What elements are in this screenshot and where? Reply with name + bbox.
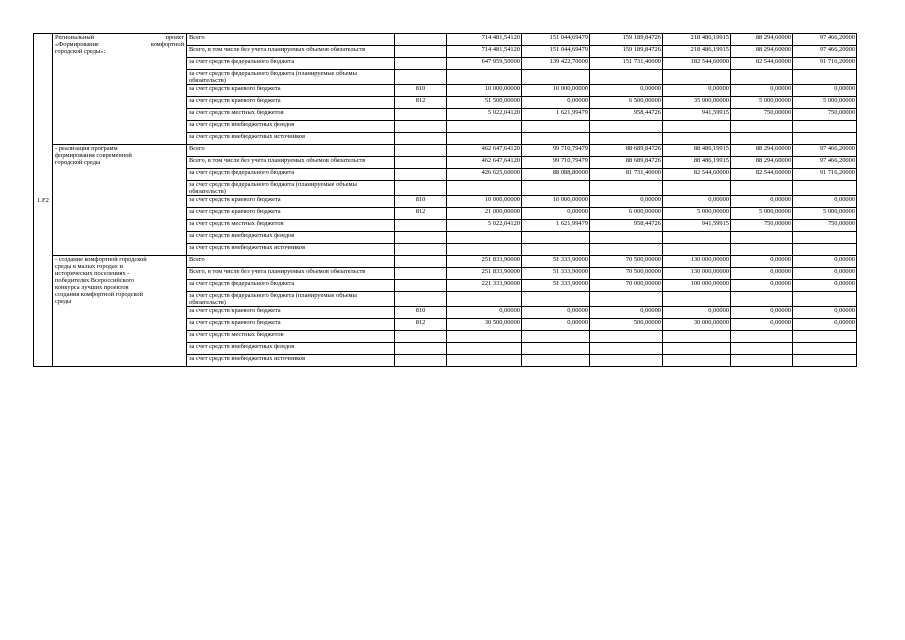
budget-table-body	[34, 34, 857, 367]
amount-cell: 6 000,00000	[590, 208, 663, 220]
amount-cell	[590, 133, 663, 145]
amount-cell	[447, 244, 522, 256]
amount-cell	[447, 343, 522, 355]
amount-cell	[522, 292, 590, 307]
amount-cell: 97 466,20000	[793, 145, 857, 157]
funding-source-cell: Всего, в том числе без учета планируемых объемов обязательств	[187, 268, 395, 280]
amount-cell: 218 486,19915	[663, 34, 731, 46]
amount-cell: 0,00000	[522, 307, 590, 319]
table-row	[34, 145, 857, 157]
funding-source-cell: за счет средств краевого бюджета	[187, 85, 395, 97]
amount-cell	[447, 355, 522, 367]
amount-cell: 30 500,00000	[447, 319, 522, 331]
amount-cell: 5 022,04120	[447, 220, 522, 232]
funding-source-cell: Всего	[187, 34, 395, 46]
amount-cell: 462 647,64120	[447, 157, 522, 169]
amount-cell	[793, 70, 857, 85]
amount-cell: 0,00000	[522, 208, 590, 220]
amount-cell: 0,00000	[731, 268, 793, 280]
project-name-line: городской среды	[55, 159, 101, 166]
amount-cell	[793, 331, 857, 343]
amount-cell: 182 544,60000	[663, 58, 731, 70]
amount-cell: 500,00000	[590, 319, 663, 331]
amount-cell: 0,00000	[731, 319, 793, 331]
amount-cell: 10 000,00000	[447, 85, 522, 97]
amount-cell: 51 500,00000	[447, 97, 522, 109]
amount-cell: 51 333,90000	[522, 256, 590, 268]
amount-cell	[731, 292, 793, 307]
amount-cell	[793, 343, 857, 355]
amount-cell	[663, 292, 731, 307]
budget-code-cell: 810	[395, 85, 447, 97]
amount-cell: 82 544,60000	[663, 169, 731, 181]
amount-cell: 941,59915	[663, 220, 731, 232]
project-name-line: - реализация программ	[55, 145, 118, 152]
amount-cell: 100 000,00000	[663, 280, 731, 292]
budget-code-cell	[395, 34, 447, 46]
funding-source-cell: за счет средств краевого бюджета	[187, 196, 395, 208]
amount-cell: 88 294,60000	[731, 157, 793, 169]
funding-source-cell: Всего, в том числе без учета планируемых объемов обязательств	[187, 46, 395, 58]
amount-cell	[663, 121, 731, 133]
budget-code-cell	[395, 181, 447, 196]
amount-cell	[590, 121, 663, 133]
budget-code-cell: 812	[395, 97, 447, 109]
amount-cell	[663, 181, 731, 196]
amount-cell: 10 000,00000	[522, 196, 590, 208]
project-name-cell	[53, 145, 187, 256]
project-name-line: Региональный проект	[55, 34, 184, 41]
amount-cell: 0,00000	[663, 196, 731, 208]
project-name-line: создания комфортной городской	[55, 291, 144, 298]
amount-cell: 0,00000	[793, 85, 857, 97]
project-name-line: среды	[55, 298, 72, 305]
amount-cell	[793, 244, 857, 256]
amount-cell	[793, 121, 857, 133]
amount-cell: 750,00000	[731, 220, 793, 232]
funding-source-cell: за счет средств краевого бюджета	[187, 208, 395, 220]
amount-cell: 5 022,04120	[447, 109, 522, 121]
project-name-line: городской среды»:	[55, 48, 106, 55]
amount-cell: 82 544,60000	[731, 58, 793, 70]
amount-cell	[447, 70, 522, 85]
amount-cell	[731, 244, 793, 256]
amount-cell: 88 294,60000	[731, 145, 793, 157]
budget-code-cell	[395, 268, 447, 280]
funding-source-cell: за счет средств федерального бюджета (планируемые объемы обязательств)	[187, 181, 395, 196]
amount-cell: 88 294,60000	[731, 46, 793, 58]
funding-source-cell: за счет средств внебюджетных источников	[187, 355, 395, 367]
amount-cell: 1 621,99479	[522, 220, 590, 232]
table-row	[34, 256, 857, 268]
amount-cell: 88 088,80000	[522, 169, 590, 181]
amount-cell	[447, 331, 522, 343]
amount-cell: 151 044,69479	[522, 46, 590, 58]
budget-code-cell: 810	[395, 307, 447, 319]
amount-cell	[447, 181, 522, 196]
amount-cell: 88 689,84726	[590, 145, 663, 157]
funding-source-cell: за счет средств краевого бюджета	[187, 319, 395, 331]
amount-cell: 0,00000	[731, 307, 793, 319]
amount-cell	[522, 133, 590, 145]
project-name-cell	[53, 256, 187, 367]
project-name-line: «Формирование комфортной	[55, 41, 184, 48]
amount-cell	[522, 232, 590, 244]
amount-cell	[731, 70, 793, 85]
funding-source-cell: за счет средств федерального бюджета	[187, 169, 395, 181]
budget-code-cell	[395, 157, 447, 169]
amount-cell	[793, 232, 857, 244]
amount-cell: 97 466,20000	[793, 157, 857, 169]
amount-cell: 218 486,19915	[663, 46, 731, 58]
amount-cell: 0,00000	[663, 307, 731, 319]
amount-cell: 0,00000	[793, 280, 857, 292]
amount-cell	[522, 343, 590, 355]
amount-cell: 0,00000	[793, 307, 857, 319]
amount-cell	[793, 355, 857, 367]
amount-cell: 82 544,60000	[731, 169, 793, 181]
amount-cell	[663, 331, 731, 343]
amount-cell	[590, 181, 663, 196]
amount-cell: 130 000,00000	[663, 268, 731, 280]
amount-cell: 958,44726	[590, 220, 663, 232]
amount-cell: 88 689,84726	[590, 157, 663, 169]
funding-source-cell: за счет средств внебюджетных фондов	[187, 343, 395, 355]
funding-source-cell: за счет средств федерального бюджета	[187, 58, 395, 70]
budget-code-cell	[395, 232, 447, 244]
amount-cell: 88 486,19915	[663, 157, 731, 169]
amount-cell	[590, 331, 663, 343]
amount-cell: 91 716,20000	[793, 58, 857, 70]
amount-cell: 139 422,70000	[522, 58, 590, 70]
funding-source-cell: за счет средств федерального бюджета	[187, 280, 395, 292]
amount-cell: 0,00000	[793, 196, 857, 208]
budget-code-cell	[395, 133, 447, 145]
funding-source-cell: за счет средств краевого бюджета	[187, 307, 395, 319]
amount-cell	[793, 133, 857, 145]
amount-cell: 426 625,60000	[447, 169, 522, 181]
funding-source-cell: за счет средств местных бюджетов	[187, 331, 395, 343]
amount-cell	[731, 121, 793, 133]
budget-code-cell	[395, 169, 447, 181]
amount-cell	[522, 121, 590, 133]
amount-cell	[663, 244, 731, 256]
amount-cell: 35 000,00000	[663, 97, 731, 109]
amount-cell: 1 621,99479	[522, 109, 590, 121]
funding-source-cell: за счет средств местных бюджетов	[187, 109, 395, 121]
amount-cell	[447, 292, 522, 307]
amount-cell: 0,00000	[793, 319, 857, 331]
budget-code-cell	[395, 244, 447, 256]
funding-source-cell: за счет средств внебюджетных фондов	[187, 121, 395, 133]
amount-cell: 714 481,54120	[447, 34, 522, 46]
amount-cell: 91 716,20000	[793, 169, 857, 181]
amount-cell: 750,00000	[731, 109, 793, 121]
amount-cell	[731, 331, 793, 343]
funding-source-cell: за счет средств федерального бюджета (планируемые объемы обязательств)	[187, 70, 395, 85]
budget-code-cell	[395, 355, 447, 367]
amount-cell	[731, 232, 793, 244]
budget-code-cell	[395, 256, 447, 268]
amount-cell: 51 333,90000	[522, 268, 590, 280]
amount-cell	[731, 355, 793, 367]
amount-cell: 51 333,90000	[522, 280, 590, 292]
amount-cell	[447, 121, 522, 133]
budget-code-cell	[395, 109, 447, 121]
budget-code-cell: 812	[395, 319, 447, 331]
budget-code-cell	[395, 58, 447, 70]
amount-cell: 70 500,00000	[590, 256, 663, 268]
amount-cell: 0,00000	[731, 256, 793, 268]
table-row	[34, 34, 857, 46]
amount-cell: 0,00000	[522, 97, 590, 109]
budget-code-cell: 812	[395, 208, 447, 220]
amount-cell	[590, 232, 663, 244]
budget-code-cell	[395, 70, 447, 85]
amount-cell: 251 833,90000	[447, 268, 522, 280]
amount-cell: 97 466,20000	[793, 34, 857, 46]
amount-cell: 251 833,90000	[447, 256, 522, 268]
project-name-line: среды в малых городах и	[55, 263, 123, 270]
funding-source-cell: за счет средств внебюджетных источников	[187, 244, 395, 256]
row-index-cell: 1.F2	[34, 34, 53, 367]
amount-cell: 5 000,00000	[731, 97, 793, 109]
amount-cell	[590, 244, 663, 256]
amount-cell: 0,00000	[793, 268, 857, 280]
amount-cell: 159 189,84726	[590, 34, 663, 46]
funding-source-cell: за счет средств федерального бюджета (планируемые объемы обязательств)	[187, 292, 395, 307]
amount-cell: 0,00000	[590, 307, 663, 319]
amount-cell: 130 000,00000	[663, 256, 731, 268]
amount-cell: 6 500,00000	[590, 97, 663, 109]
funding-source-cell: за счет средств внебюджетных источников	[187, 133, 395, 145]
project-name-cell	[53, 34, 187, 145]
budget-table	[33, 33, 857, 367]
funding-source-cell: за счет средств внебюджетных фондов	[187, 232, 395, 244]
funding-source-cell: за счет средств местных бюджетов	[187, 220, 395, 232]
amount-cell	[590, 292, 663, 307]
amount-cell: 0,00000	[522, 319, 590, 331]
amount-cell: 0,00000	[447, 307, 522, 319]
amount-cell: 221 333,90000	[447, 280, 522, 292]
amount-cell: 30 000,00000	[663, 319, 731, 331]
amount-cell	[663, 232, 731, 244]
budget-code-cell	[395, 331, 447, 343]
funding-source-cell: Всего, в том числе без учета планируемых объемов обязательств	[187, 157, 395, 169]
amount-cell: 0,00000	[731, 196, 793, 208]
amount-cell: 750,00000	[793, 220, 857, 232]
amount-cell: 5 000,00000	[663, 208, 731, 220]
budget-code-cell: 810	[395, 196, 447, 208]
amount-cell: 5 000,00000	[731, 208, 793, 220]
amount-cell	[522, 70, 590, 85]
amount-cell	[522, 355, 590, 367]
budget-code-cell	[395, 343, 447, 355]
budget-code-cell	[395, 145, 447, 157]
funding-source-cell: за счет средств краевого бюджета	[187, 97, 395, 109]
amount-cell	[663, 343, 731, 355]
amount-cell: 0,00000	[590, 85, 663, 97]
amount-cell: 0,00000	[590, 196, 663, 208]
amount-cell: 70 000,00000	[590, 280, 663, 292]
amount-cell	[522, 244, 590, 256]
amount-cell: 941,59915	[663, 109, 731, 121]
budget-code-cell	[395, 280, 447, 292]
amount-cell	[590, 343, 663, 355]
amount-cell: 159 189,84726	[590, 46, 663, 58]
amount-cell: 958,44726	[590, 109, 663, 121]
amount-cell: 88 486,19915	[663, 145, 731, 157]
amount-cell: 0,00000	[731, 280, 793, 292]
amount-cell: 714 481,54120	[447, 46, 522, 58]
amount-cell: 0,00000	[663, 85, 731, 97]
amount-cell: 81 731,40000	[590, 169, 663, 181]
amount-cell	[590, 355, 663, 367]
amount-cell	[793, 292, 857, 307]
project-name-line: победителях Всероссийского	[55, 277, 135, 284]
amount-cell: 151 044,69479	[522, 34, 590, 46]
amount-cell: 750,00000	[793, 109, 857, 121]
amount-cell: 10 000,00000	[522, 85, 590, 97]
project-name-line: - создание комфортной городской	[55, 256, 147, 263]
amount-cell	[447, 133, 522, 145]
amount-cell	[522, 331, 590, 343]
amount-cell: 88 294,60000	[731, 34, 793, 46]
amount-cell	[663, 355, 731, 367]
budget-code-cell	[395, 292, 447, 307]
amount-cell	[663, 133, 731, 145]
amount-cell	[731, 133, 793, 145]
budget-code-cell	[395, 121, 447, 133]
amount-cell: 0,00000	[731, 85, 793, 97]
amount-cell: 97 466,20000	[793, 46, 857, 58]
amount-cell: 10 000,00000	[447, 196, 522, 208]
amount-cell: 462 647,64120	[447, 145, 522, 157]
amount-cell	[447, 232, 522, 244]
amount-cell	[731, 343, 793, 355]
funding-source-cell: Всего	[187, 145, 395, 157]
amount-cell: 647 959,50000	[447, 58, 522, 70]
amount-cell: 99 710,79479	[522, 145, 590, 157]
amount-cell	[590, 70, 663, 85]
project-name-line: конкурса лучших проектов	[55, 284, 129, 291]
amount-cell	[663, 70, 731, 85]
amount-cell: 5 000,00000	[793, 97, 857, 109]
amount-cell: 21 000,00000	[447, 208, 522, 220]
amount-cell	[731, 181, 793, 196]
amount-cell	[522, 181, 590, 196]
amount-cell: 99 710,79479	[522, 157, 590, 169]
amount-cell: 70 500,00000	[590, 268, 663, 280]
amount-cell: 151 731,40000	[590, 58, 663, 70]
budget-code-cell	[395, 46, 447, 58]
project-name-line: исторических поселениях -	[55, 270, 130, 277]
amount-cell: 0,00000	[793, 256, 857, 268]
project-name-line: формирования современной	[55, 152, 132, 159]
budget-code-cell	[395, 220, 447, 232]
amount-cell	[793, 181, 857, 196]
amount-cell: 5 000,00000	[793, 208, 857, 220]
funding-source-cell: Всего	[187, 256, 395, 268]
